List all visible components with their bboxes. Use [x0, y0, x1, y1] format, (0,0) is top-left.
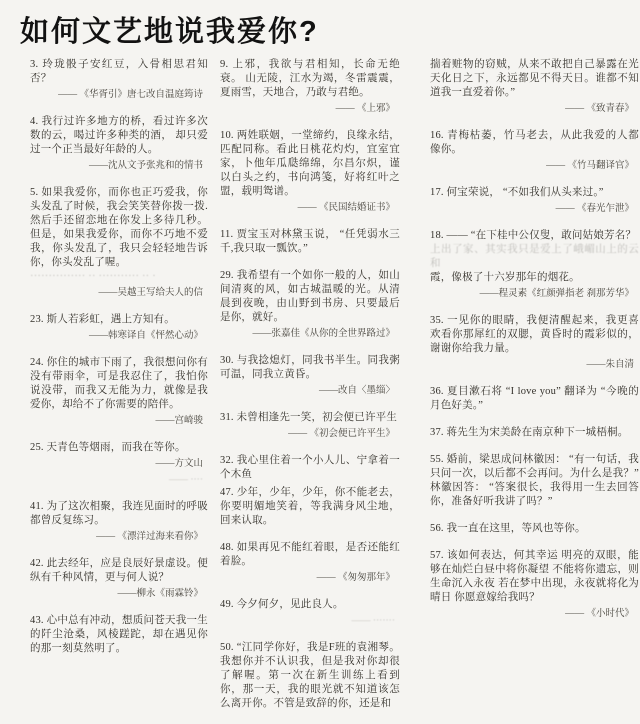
quote-item [220, 641, 400, 711]
quote-item [220, 486, 400, 528]
quote-text: 18. —— “在下桂中公仅叟，敢问姑娘芳名？ [430, 230, 637, 241]
quote-text: 霞，像极了十六岁那年的烟花。 [430, 272, 580, 283]
quote-text: 48. 如果再见不能红着眼，是否还能红着脸。 [220, 542, 400, 567]
quote-columns [30, 58, 639, 724]
quote-item [430, 549, 639, 621]
quote-attribution: —— 《致青春》 [565, 104, 634, 114]
quote-attribution: ——方文山 [155, 459, 203, 469]
quote-item [430, 58, 639, 116]
quote-attribution: ——韩寒译自《怦然心动》 [88, 331, 203, 341]
quote-item [220, 541, 400, 585]
quote-text: 11. 贾宝玉对林黛玉说， “任凭弱水三千,我只取一瓢饮。” [220, 229, 400, 254]
quote-text: 49. 今夕何夕，见此良人。 [220, 599, 344, 610]
quote-text: 31. 未曾相逢先一笑，初会便已许平生 [220, 412, 398, 423]
page-title: 如何文艺地说我爱你? [20, 16, 319, 48]
quote-attribution: —— 《竹马翻译官》 [546, 161, 634, 171]
quote-text: 23. 斯人若彩虹，遇上方知有。 [30, 314, 175, 325]
quote-column-middle [220, 58, 400, 724]
quote-attribution: —— 《初会便已许平生》 [288, 429, 395, 439]
quote-item [220, 411, 400, 441]
quote-text: 42. 此去经年，应是良辰好景虚设。便纵有千种风情，更与何人说？ [30, 558, 208, 583]
quote-attribution: —— 《民国结婚证书》 [297, 203, 395, 213]
quote-item [30, 313, 208, 343]
quote-attribution: ——朱自清 [586, 360, 634, 370]
quote-item [30, 58, 208, 102]
quote-item [220, 354, 400, 398]
quote-item [220, 454, 400, 482]
quote-text: 57. 该如何表达，何其幸运 明亮的双眼，能够在灿烂白昼中将你凝望 不能将你遗忘，则生命沉入永夜 若在梦中出现，永夜就将化为晴日 你愿意嫁给我吗？ [430, 550, 639, 603]
quote-attribution: —— 《华胥引》唐七改自温庭筠诗 [58, 90, 203, 100]
quote-text: 35. 一见你的眼睛，我便清醒起来，我更喜欢看你那犀红的双腮，黄昏时的霞彩似的，谢谢你给我力量。 [430, 315, 639, 354]
quote-item [430, 426, 639, 440]
quote-text: 32. 我心里住着一个小人儿、宁拿着一个木鱼 [220, 455, 400, 480]
quote-text: 29. 我希望有一个如你一般的人，如山间清爽的风，如古城温暖的光。从清晨到夜晚，由山野到书房、只要最后是你，就好。 [220, 270, 400, 323]
quote-text: 30. 与我捻熄灯，同我书半生。同我粥可温，同我立黄昏。 [220, 355, 400, 380]
quote-text: 56. 我一直在这里，等风也等你。 [430, 523, 586, 534]
quote-text: 24. 你住的城市下雨了，我很想问你有没有带雨伞，可是我忍住了，我怕你说没带，而我又无能为力，就像是我爱你，却给不了你需要的陪伴。 [30, 357, 208, 410]
quote-item [430, 453, 639, 509]
quote-attribution: ——吴越王写给夫人的信 [98, 288, 203, 298]
quote-text: 10. 两姓联姻，一堂缔约，良缘永结，匹配同称。看此日桃花灼灼，宜室宜家，卜他年瓜瓞绵绵，尔昌尔炽，谨以白头之约，书向鸿笺，好将红叶之盟，载明鸳谱。 [220, 130, 400, 197]
quote-text: 36. 夏目漱石将 “I love you” 翻译为 “今晚的月色好美。” [430, 386, 639, 411]
quote-item [220, 228, 400, 256]
quote-attribution: ——宫崎骏 [155, 416, 203, 426]
quote-text: 41. 为了这次相聚，我连见面时的呼吸都曾反复练习。 [30, 501, 208, 526]
quote-column-left [30, 58, 208, 669]
quote-item [430, 229, 639, 301]
quote-item [30, 115, 208, 173]
quote-item [30, 441, 208, 487]
quote-text: 4. 我行过许多地方的桥，看过许多次数的云，喝过许多种类的酒， 却只爱过一个正当最好年龄的人。 [30, 116, 208, 155]
quote-item [220, 269, 400, 341]
quote-text: 揣着赃物的窃贼，从来不敢把自己暴露在光天化日之下，永远都见不得天日。谁都不知道我一直爱着你。” [430, 59, 639, 98]
quote-attribution: —— 《匆匆那年》 [316, 573, 395, 583]
quote-text: 3. 玲珑骰子安红豆，入骨相思君知否？ [30, 59, 208, 84]
quote-item [430, 186, 639, 216]
quote-item [30, 186, 208, 300]
quote-item [220, 58, 400, 116]
quote-text: 43. 心中总有冲动，想质问苍天我一生的阡尘沧桑，风棱蹉跎，却在遇见你的那一刻莫然明了。 [30, 615, 208, 654]
quote-attribution: —— 《小时代》 [565, 609, 634, 619]
quote-attribution: —— 《春光乍泄》 [555, 204, 634, 214]
quote-text: 16. 青梅枯萎，竹马老去，从此我爱的人都像你。 [430, 130, 639, 155]
blurred-attribution: —— ···· [168, 475, 203, 485]
blurred-line: 上出了家、其实我只是爱上了峨嵋山上的云和 [430, 244, 639, 269]
quote-text: 25. 天青色等烟雨，而我在等你。 [30, 442, 186, 453]
quote-text: 55. 婚前，梁思成问林徽因： “有一句话，我只问一次，以后都不会再问。为什么是我？” 林徽因答： “答案很长，我得用一生去回答你，准备好听我讲了吗？” [430, 454, 639, 507]
quote-item [430, 314, 639, 372]
quote-attribution: ——程灵素《红颜弹指老 刹那芳华》 [479, 289, 634, 299]
blurred-attribution: —— ······· [351, 616, 395, 626]
quote-item [430, 129, 639, 173]
quote-attribution: ——张嘉佳《从你的全世界路过》 [252, 329, 395, 339]
quote-item [30, 500, 208, 544]
quote-attribution: —— 《漂洋过海来看你》 [96, 532, 203, 542]
quote-attribution: —— 《上邪》 [335, 104, 395, 114]
quote-item [220, 598, 400, 628]
quote-text: 5. 如果我爱你，而你也正巧爱我，你头发乱了时候，我会笑笑替你拨一拨.然后手还留恋地在你发上多待几秒。但是，如果我爱你，而你不巧地不爱我，你头发乱了，我只会轻轻地告诉你，你头发乱了喔。 [30, 187, 208, 268]
quote-item [220, 129, 400, 215]
quote-attribution: ——柳永《雨霖铃》 [117, 589, 203, 599]
blurred-line: ··············· ·· ··········· ·· · [30, 271, 156, 282]
quote-attribution: ——改自〈墨缁〉 [318, 386, 395, 396]
quote-text: 37. 蒋先生为宋美龄在南京种下一城梧桐。 [430, 427, 629, 438]
quote-text: 50. “江同学你好，我是F班的袁湘琴。我想你并不认识我，但是我对你却很了解喔。第一次在新生训练上看到你，那一天，我的眼光就不知道该怎么离开你。不管是致辞的你，还是和 [220, 642, 400, 709]
quote-item [30, 557, 208, 601]
quote-text: 9. 上邪，我欲与君相知，长命无绝衰。 山无陵，江水为竭，冬雷震震，夏雨雪，天地合，乃敢与君绝。 [220, 59, 400, 98]
quote-item [430, 385, 639, 413]
quote-item [30, 356, 208, 428]
quote-text: 47. 少年，少年，少年，你不能老去，你要明媚地笑着，等我满身风尘地，回来认取。 [220, 487, 400, 526]
quote-text: 17. 何宝荣说， “不如我们从头来过。” [430, 187, 604, 198]
quote-column-right [430, 58, 639, 634]
quote-item [30, 614, 208, 656]
quote-item [430, 522, 639, 536]
quote-attribution: ——沈从文予张兆和的情书 [88, 161, 203, 171]
